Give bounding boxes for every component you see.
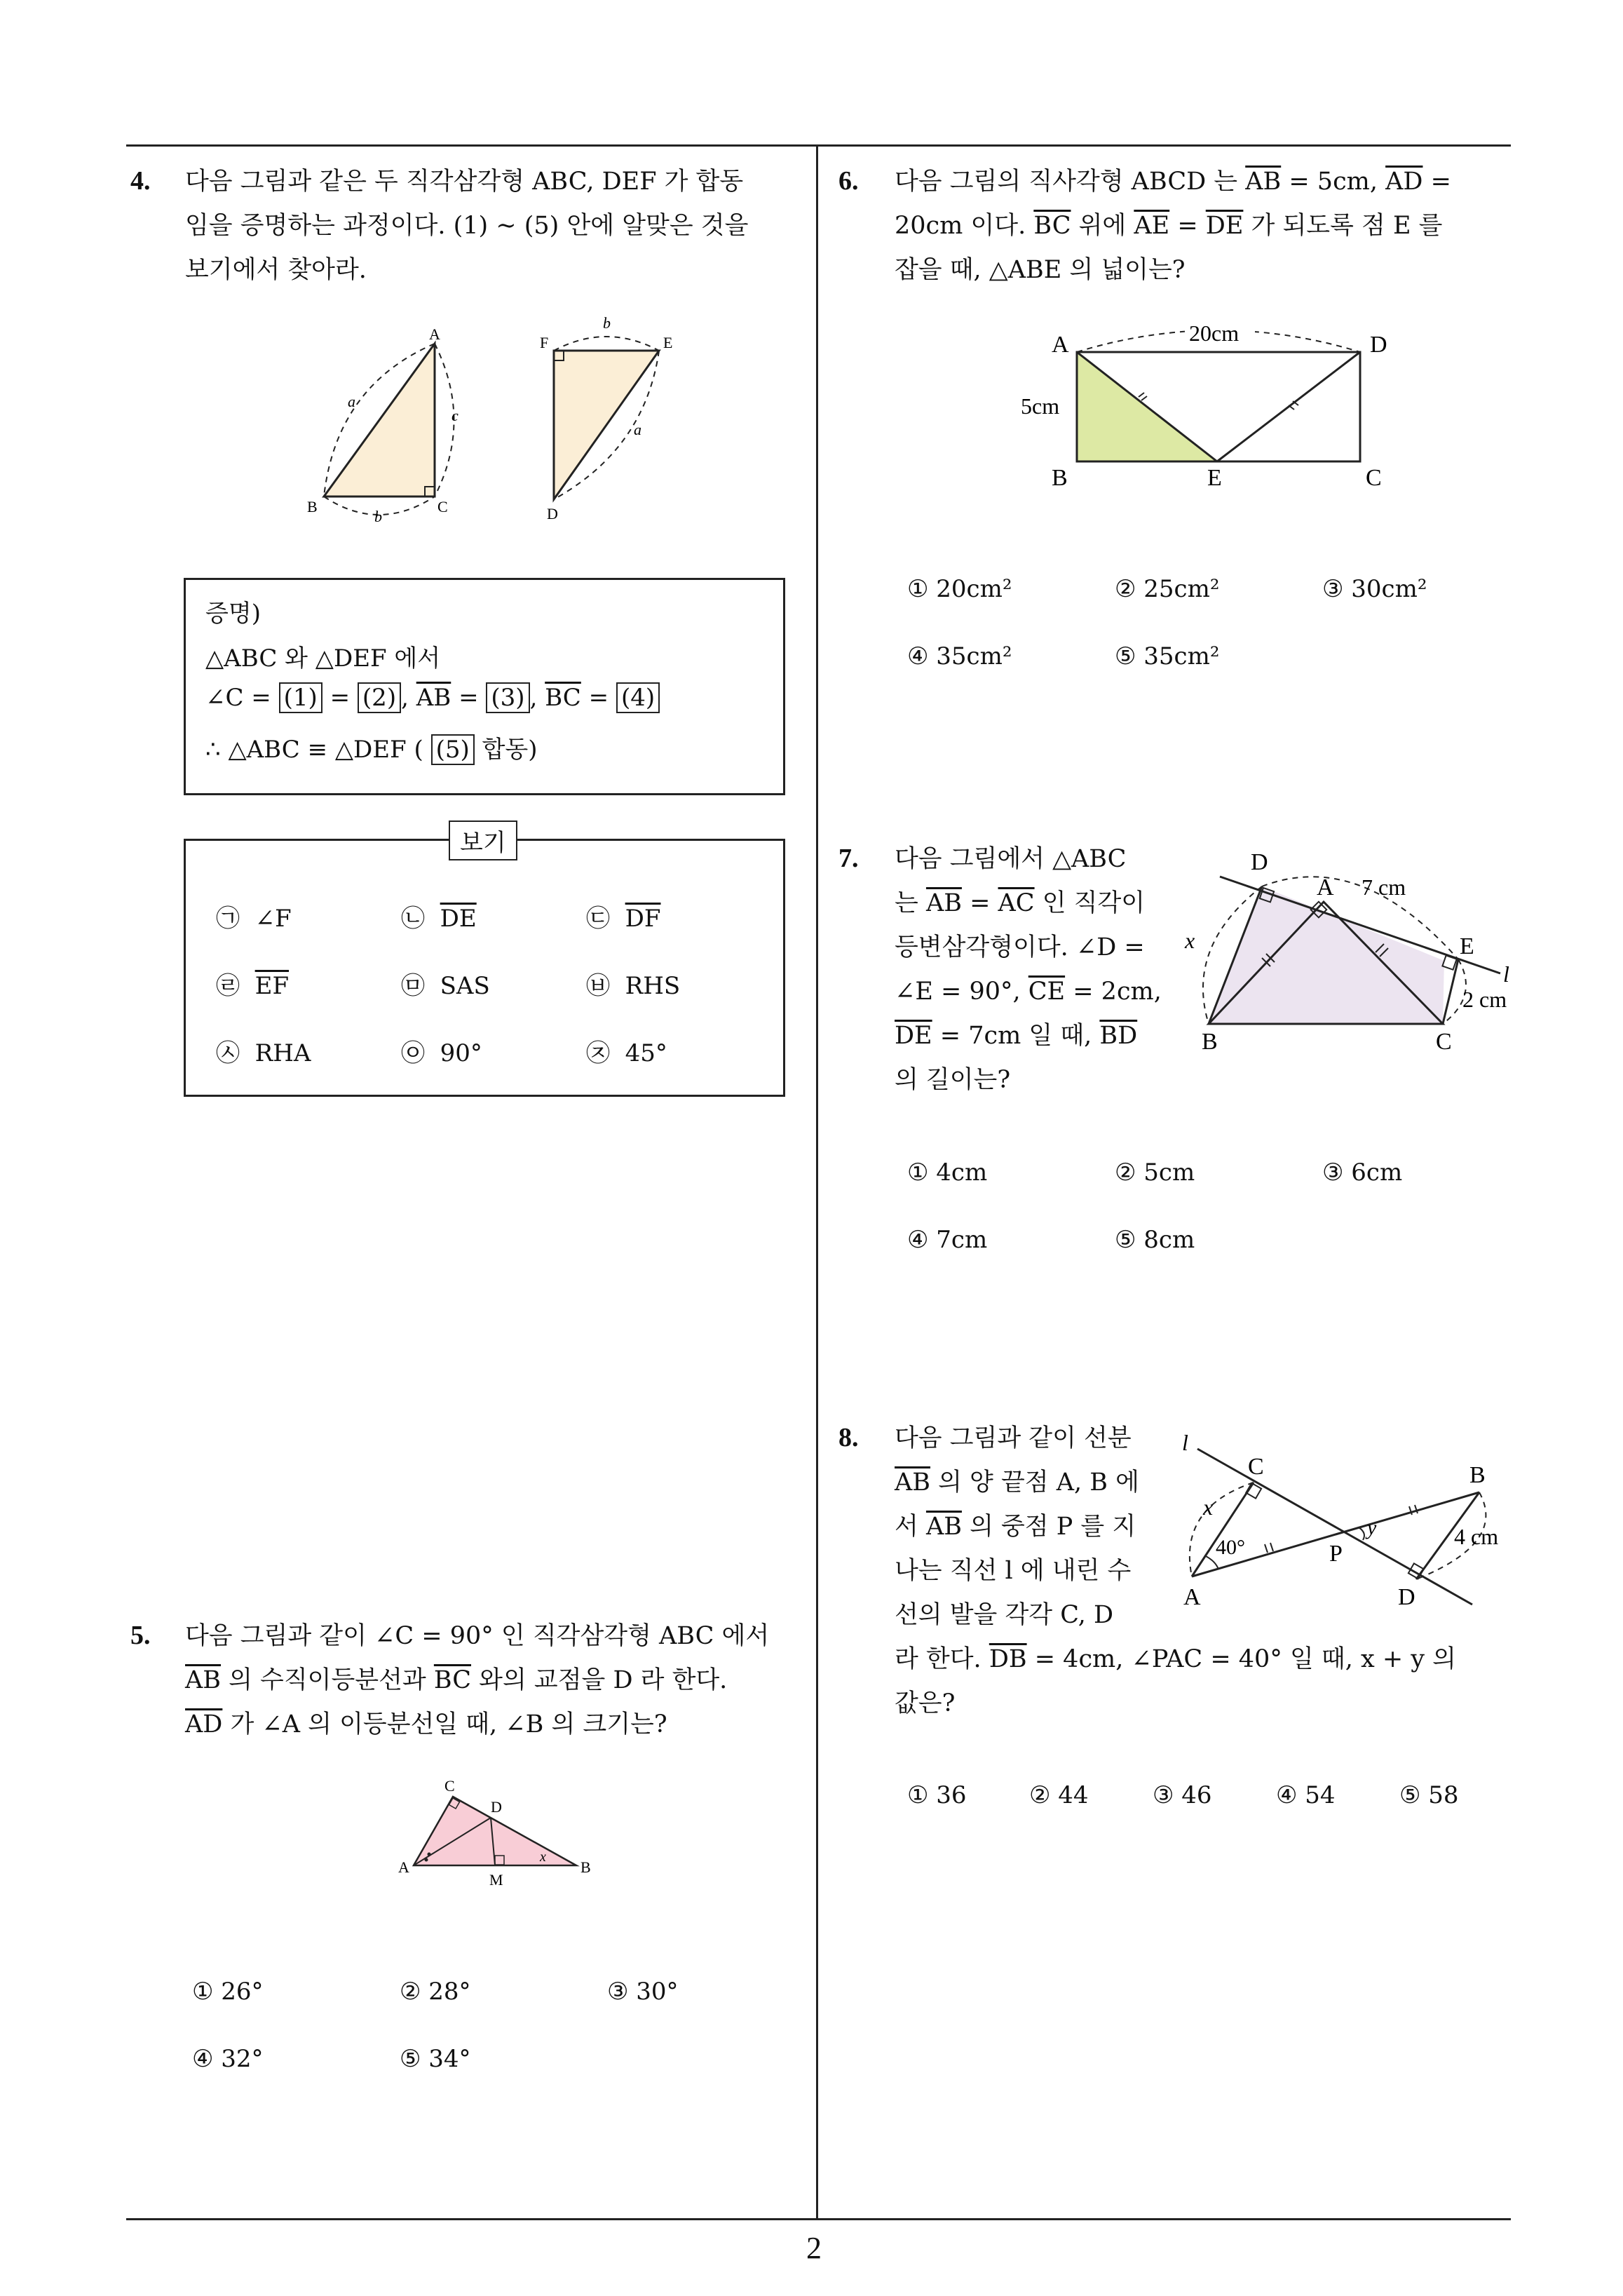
q4-proof-conclusion: ∴ △ABC ≡ △DEF ( — [205, 736, 423, 764]
q4-blank-5: (5) — [431, 734, 475, 765]
q4-seg-bc: $\overline{BC}$ — [545, 684, 581, 712]
q4-proof-line4 — [205, 730, 538, 764]
top-rule — [126, 144, 1511, 147]
q8-number: 8. — [838, 1423, 859, 1452]
q6-line3: 잡을 때, △ABE 의 넓이는? — [895, 256, 1186, 284]
q7-line5: $\overline{DE} = 7cm$ 일 때, $\overline{BD}$ — [895, 1022, 1138, 1050]
q4-number: 4. — [130, 166, 151, 196]
q7-line6: 의 길이는? — [895, 1066, 1011, 1094]
q5-label-M: M — [489, 1871, 503, 1889]
q8-figure — [1164, 1424, 1514, 1627]
q6-label-B: B — [1052, 465, 1068, 491]
q8-line-l — [1197, 1449, 1472, 1605]
bogi-item-5: ㉤ SAS — [401, 972, 490, 1000]
q4-label-a1: a — [348, 393, 355, 410]
q6-label-A: A — [1052, 332, 1069, 358]
q4-proof-line2: △ABC 와 △DEF 에서 — [205, 644, 441, 673]
q5-label-x: x — [540, 1849, 546, 1865]
q8-label-D: D — [1398, 1584, 1415, 1610]
q4-blank-1: (1) — [279, 682, 322, 713]
q4-text — [185, 160, 802, 292]
q8-line7: 값은? — [895, 1689, 956, 1717]
q6-figure — [1010, 309, 1402, 505]
bottom-rule — [126, 2218, 1511, 2220]
q7-line4: ∠E = 90°, $\overline{CE} = 2cm$, — [895, 978, 1162, 1006]
q4-proof-angle-c: ∠C = — [205, 684, 271, 712]
bogi-item-4: ㉣ $\overline{EF}$ — [216, 972, 290, 1000]
q4-proof-box — [184, 578, 785, 795]
q8-line1: 다음 그림과 같이 선분 — [895, 1424, 1132, 1452]
q6-option-3[interactable]: ③ 30cm² — [1322, 575, 1427, 603]
q7-line2: 는 $\overline{AB} = \overline{AC}$ 인 직각이 — [895, 889, 1146, 917]
q5-text — [185, 1614, 802, 1747]
q4-proof-line3: ∠C = (1) = (2) , $\overline{AB} = (3)$ , $\overline{BC} = (4)$ — [205, 684, 660, 712]
q7-label-two: 2 cm — [1462, 987, 1507, 1012]
q5-option-1[interactable]: ① 26° — [192, 1978, 264, 2006]
q7-number: 7. — [838, 844, 859, 873]
bogi-item-1: ㉠ ∠F — [216, 905, 292, 933]
q7-option-1[interactable]: ① 4cm — [907, 1159, 988, 1187]
q6-seg-de — [1217, 352, 1360, 461]
q7-quad-bdec — [1209, 886, 1444, 1024]
q8-label-l: l — [1182, 1430, 1188, 1455]
page-number: 2 — [806, 2231, 822, 2265]
q6-line2: 20cm 이다. $\overline{BC}$ 위에 $\overline{AE} = \overline{DE}$ 가 되도록 점 E 를 — [895, 212, 1443, 240]
q4-blank-3: (3) — [486, 682, 529, 713]
q4-label-D: D — [547, 505, 558, 522]
q8-line4: 나는 직선 l 에 내린 수 — [895, 1557, 1132, 1585]
q7-line3: 등변삼각형이다. ∠D = — [895, 933, 1145, 961]
q4-label-b2: b — [603, 314, 611, 332]
q4-label-A: A — [429, 325, 440, 343]
q4-seg-ab: $\overline{AB}$ — [416, 684, 451, 712]
q4-eq: = — [330, 684, 351, 712]
q4-label-c: c — [451, 407, 459, 424]
q7-label-D: D — [1251, 849, 1268, 875]
q4-proof-conclusion-end: 합동) — [482, 736, 538, 764]
q8-label-A: A — [1183, 1584, 1201, 1610]
q8-option-1[interactable]: ① 36 — [907, 1781, 967, 1809]
q5-angle-dot-2 — [428, 1853, 431, 1856]
q5-line1: 다음 그림과 같이 ∠C = 90° 인 직각삼각형 ABC 에서 — [185, 1622, 770, 1650]
q4-arc-b2 — [554, 337, 659, 351]
bogi-item-3: ㉢ $\overline{DF}$ — [586, 905, 661, 933]
q4-label-E: E — [663, 334, 673, 351]
q4-label-a2: a — [634, 421, 641, 438]
bogi-item-8: ㉧ 90° — [401, 1039, 482, 1067]
q4-label-F: F — [540, 334, 549, 351]
column-divider — [816, 144, 818, 2220]
q8-line3: 서 $\overline{AB}$ 의 중점 P 를 지 — [895, 1513, 1136, 1541]
bogi-item-9: ㉨ 45° — [586, 1039, 667, 1067]
q7-label-C: C — [1436, 1029, 1452, 1055]
bogi-item-2: ㉡ $\overline{DE}$ — [401, 905, 477, 933]
q7-option-3[interactable]: ③ 6cm — [1322, 1159, 1403, 1187]
q4-eq3: = — [588, 684, 609, 712]
q6-line1: 다음 그림의 직사각형 ABCD 는 $\overline{AB} = 5cm$, $\overline{AD}$ = — [895, 168, 1451, 196]
q5-label-D: D — [491, 1798, 502, 1816]
q8-option-4[interactable]: ④ 54 — [1276, 1781, 1336, 1809]
q6-option-1[interactable]: ① 20cm² — [907, 575, 1012, 603]
q6-label-C: C — [1366, 465, 1382, 491]
q8-label-four: 4 cm — [1454, 1524, 1499, 1549]
q6-number: 6. — [838, 166, 859, 196]
q7-label-A: A — [1317, 874, 1334, 900]
q7-line1: 다음 그림에서 △ABC — [895, 845, 1127, 873]
q8-option-5[interactable]: ⑤ 58 — [1399, 1781, 1459, 1809]
q8-option-2[interactable]: ② 44 — [1029, 1781, 1089, 1809]
q8-angle-y — [1359, 1527, 1364, 1540]
q5-label-C: C — [444, 1777, 455, 1795]
q7-option-4[interactable]: ④ 7cm — [907, 1226, 988, 1254]
q7-label-l: l — [1503, 961, 1509, 987]
q8-label-y: y — [1367, 1516, 1377, 1539]
q5-angle-dot-1 — [425, 1858, 428, 1862]
q6-option-2[interactable]: ② 25cm² — [1115, 575, 1220, 603]
q4-blank-2: (2) — [358, 682, 401, 713]
q6-tick-ae — [1139, 393, 1147, 400]
q7-option-2[interactable]: ② 5cm — [1115, 1159, 1195, 1187]
q4-triangle-def — [554, 351, 659, 499]
q5-label-A: A — [398, 1858, 409, 1876]
q8-tick-ap — [1265, 1543, 1273, 1553]
q5-line3: $\overline{AD}$ 가 ∠A 의 이등분선일 때, ∠B 의 크기는? — [185, 1710, 667, 1738]
q8-label-C: C — [1248, 1454, 1264, 1480]
q5-option-5[interactable]: ⑤ 34° — [400, 2045, 471, 2073]
q4-proof-title: 증명) — [205, 600, 261, 628]
q6-label-side: 5cm — [1021, 393, 1060, 419]
q7-label-B: B — [1202, 1029, 1218, 1055]
q8-line5: 선의 발을 각각 C, D — [895, 1601, 1114, 1629]
q4-label-b1: b — [374, 508, 382, 525]
q5-label-B: B — [580, 1858, 591, 1876]
q5-option-2[interactable]: ② 28° — [400, 1978, 471, 2006]
q4-label-B: B — [307, 498, 318, 515]
q6-option-4[interactable]: ④ 35cm² — [907, 642, 1012, 670]
q4-line2: 임을 증명하는 과정이다. (1) ∼ (5) 안에 알맞은 것을 — [185, 212, 749, 240]
q4-line3: 보기에서 찾아라. — [185, 256, 367, 284]
q8-label-B: B — [1469, 1462, 1486, 1488]
q4-label-C: C — [437, 498, 448, 515]
q6-text — [895, 160, 1512, 292]
q5-option-4[interactable]: ④ 32° — [192, 2045, 264, 2073]
q6-label-E: E — [1207, 465, 1222, 491]
q5-option-3[interactable]: ③ 30° — [607, 1978, 679, 2006]
q7-option-5[interactable]: ⑤ 8cm — [1115, 1226, 1195, 1254]
q5-line2: $\overline{AB}$ 의 수직이등분선과 $\overline{BC}$ 와의 교점을 D 라 한다. — [185, 1666, 728, 1694]
q4-blank-4: (4) — [616, 682, 660, 713]
q7-label-x: x — [1185, 928, 1195, 953]
q6-option-5[interactable]: ⑤ 35cm² — [1115, 642, 1220, 670]
q6-label-top: 20cm — [1189, 320, 1240, 346]
q8-line6: 라 한다. $\overline{DB} = 4cm$, ∠PAC = 40° 일 때, x + y 의 — [895, 1645, 1456, 1673]
q4-figure — [294, 309, 729, 533]
q4-bogi-title: 보기 — [449, 821, 517, 860]
q7-text — [895, 837, 1175, 1102]
q4-eq2: = — [459, 684, 479, 712]
q8-option-3[interactable]: ③ 46 — [1153, 1781, 1212, 1809]
q8-label-P: P — [1329, 1541, 1343, 1567]
q7-label-E: E — [1460, 933, 1474, 959]
q4-line1: 다음 그림과 같은 두 직각삼각형 ABC, DEF 가 합동 — [185, 168, 744, 196]
q5-figure — [386, 1767, 610, 1893]
q6-label-D: D — [1370, 332, 1387, 358]
q7-figure — [1178, 842, 1528, 1066]
q8-label-angle: 40° — [1216, 1536, 1245, 1559]
q5-number: 5. — [130, 1621, 151, 1650]
q8-label-x: x — [1203, 1494, 1214, 1520]
bogi-item-7: ㉦ RHA — [216, 1039, 311, 1067]
bogi-item-6: ㉥ RHS — [586, 972, 681, 1000]
q8-line2: $\overline{AB}$ 의 양 끝점 A, B 에 — [895, 1468, 1139, 1497]
q7-label-seven: 7 cm — [1361, 874, 1406, 900]
q4-triangle-abc — [324, 344, 435, 497]
